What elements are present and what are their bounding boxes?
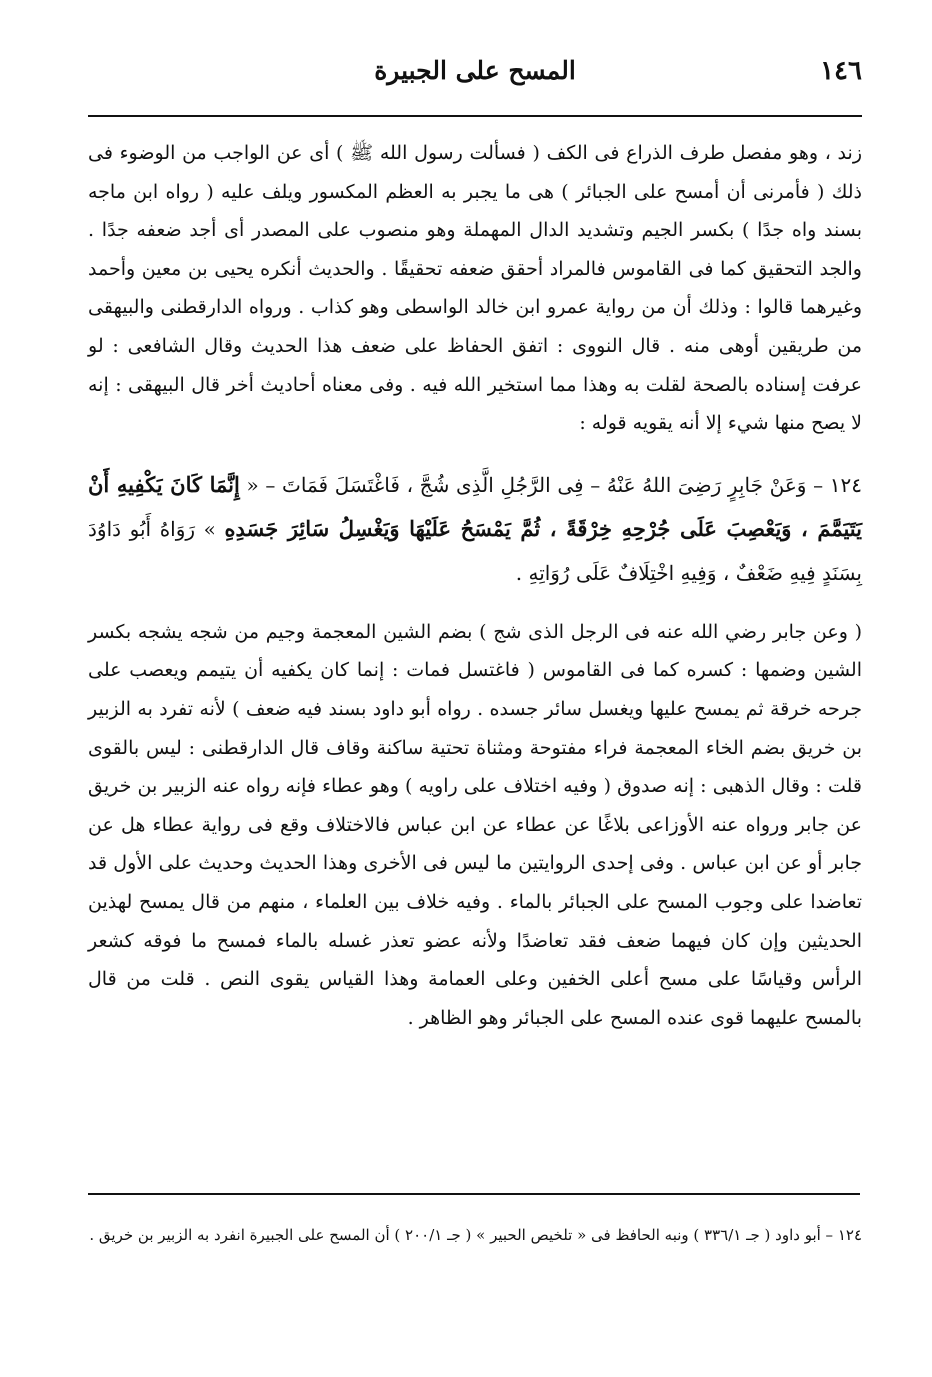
footnote: ١٢٤ – أبو داود ( جـ ٣٣٦/١ ) ونبه الحافظ فى « تلخيص الحبير » ( جـ ٢٠٠/١ ) أن المسح على الجبيرة انفرد به الزبير بن خريق . xyxy=(89,1226,862,1244)
commentary-paragraph-2: ( وعن جابر رضي الله عنه فى الرجل الذى شج ) بضم الشين المعجمة وجيم من شجه يشجه بكسر الشين وضمها : كسره كما فى القاموس ( فاغتسل فمات : إنما كان يكفيه أن يتيمم ويعصب على جرحه خرقة ثم يمسح عليها ويغسل سائر جسده . رواه أبو داود بسند فيه ضعف ) لأنه تفرد به الزبير بن خريق بضم الخاء المعجمة فراء مفتوحة ومثناة تحتية ساكنة وقاف قال الدارقطنى : ليس بالقوى قلت : وقال الذهبى : إنه صدوق ( وفيه اختلاف على راويه ) وهو عطاء فإنه رواه عنه الزبير بن خريق عن جابر ورواه عنه الأوزاعى بلاغًا عن عطاء عن ابن عباس فالاختلاف وقع فى رواية عطاء هل عن جابر أو عن ابن عباس . وفى إحدى الروايتين ما ليس فى الأخرى وهذا الحديث وحديث على الأول قد تعاضدا على وجوب المسح على الجبائر بالماء . وفيه خلاف بين العلماء ، منهم من قال يمسح لهذين الحديثين وإن كان فيهما ضعف فقد تعاضدًا ولأنه عضو تعذر غسله بالماء فمسح ما فوقه كشعر الرأس وقياسًا على مسح أعلى الخفين وعلى العمامة وهذا القياس يقوى النص . قلت من قال بالمسح عليهما قوى عنده المسح على الجبائر وهو الظاهر . xyxy=(88,620,862,1029)
page-header xyxy=(88,48,862,108)
commentary-paragraph-1: زند ، وهو مفصل طرف الذراع فى الكف ( فسألت رسول الله ﷺ ) أى عن الواجب من الوضوء فى ذلك ( فأمرنى أن أمسح على الجبائر ) هى ما يجبر به العظم المكسور ويلف عليه ( رواه ابن ماجه بسند واه جدًا ) بكسر الجيم وتشديد الدال المهملة وهو منصوب على المصدر أى أجد ضعفه جدًا . والجد التحقيق كما فى القاموس فالمراد أحقق ضعفه تحقيقًا . والحديث أنكره يحيى بن معين وأحمد وغيرهما قالوا : وذلك أن من رواية عمرو ابن خالد الواسطى وهو كذاب . ورواه الدارقطنى والبيهقى من طريقين أوهى منه . قال النووى : اتفق الحفاظ على ضعف هذا الحديث وقال الشافعى : لو عرفت إسناده بالصحة لقلت به وهذا مما استخير الله فيه . وفى معناه أحاديث أخر قال البيهقى : إنه لا يصح منها شيء إلا أنه يقويه قوله : xyxy=(88,142,862,435)
hadith-matn-bold: إِنَّمَا كَانَ يَكْفِيهِ أَنْ يَتَيَمَّمَ ، وَيَعْصِبَ عَلَى جُرْحِهِ خِرْقَةً ، ثُمَّ يَمْسَحُ عَلَيْهَا وَيَغْسِلُ سَائِرَ جَسَدِهِ xyxy=(88,471,862,541)
main-text xyxy=(88,134,862,1037)
hadith-intro: ١٢٤ – وَعَنْ جَابِرٍ رَضِىَ اللهُ عَنْهُ – فِى الرَّجُلِ الَّذِى شُجَّ ، فَاغْتَسَلَ فَمَاتَ – « xyxy=(246,472,863,497)
hadith-124 xyxy=(88,463,862,595)
page-number: ١٤٦ xyxy=(820,56,862,86)
running-title: المسح على الجبيرة xyxy=(374,56,576,85)
header-divider xyxy=(88,115,862,117)
hadith-tail: » رَوَاهُ أَبُو دَاوُدَ بِسَنَدٍ فِيهِ ضَعْفٌ ، وَفِيهِ اخْتِلَافٌ عَلَى رُوَاتِهِ . xyxy=(88,516,862,585)
footnote-divider xyxy=(88,1193,860,1195)
